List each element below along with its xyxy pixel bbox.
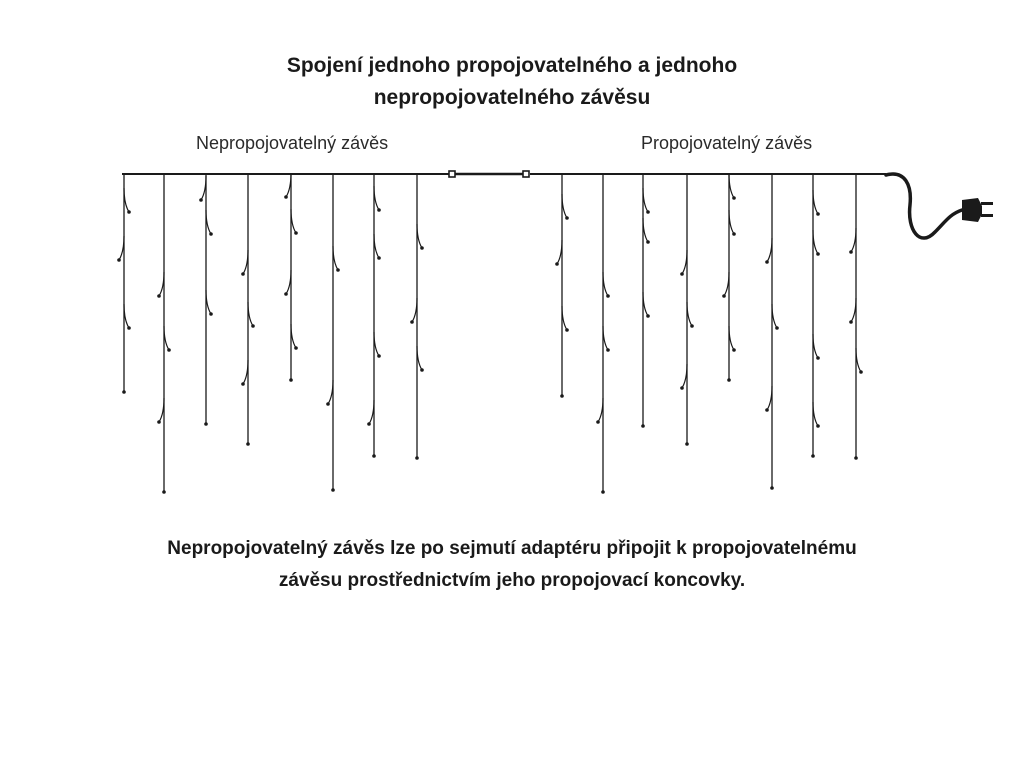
right-curtain-strand [680, 174, 694, 446]
right-curtain-strand [722, 174, 736, 382]
diagram-caption [0, 533, 1024, 597]
left-curtain-strand [199, 174, 213, 426]
right-curtain-strand [849, 174, 863, 460]
right-curtain-strand [596, 174, 610, 494]
left-curtain-strand [326, 174, 340, 492]
caption-line-1: Nepropojovatelný závěs lze po sejmutí adaptéru připojit k propojovatelnému [167, 538, 857, 559]
right-curtain-strand [641, 174, 650, 428]
caption-line-2: závěsu prostřednictvím jeho propojovací koncovky. [278, 570, 746, 591]
title-line-2: nepropojovatelného závěsu [373, 86, 651, 109]
left-curtain-strand [157, 174, 171, 494]
non-connectable-curtain [117, 173, 450, 494]
connectable-curtain [530, 174, 886, 494]
left-curtain-strand [410, 174, 424, 460]
left-curtain-strand [284, 173, 298, 382]
left-curtain-strand [117, 174, 131, 394]
right-curtain-strand [555, 174, 569, 398]
connector-icon [449, 171, 529, 177]
connectable-curtain-label: Propojovatelný závěs [641, 133, 813, 153]
right-curtain-strand [811, 174, 820, 458]
left-curtain-strand [241, 174, 255, 446]
left-curtain-strand [367, 174, 381, 458]
non-connectable-curtain-label: Nepropojovatelný závěs [196, 133, 389, 153]
plug-icon [886, 174, 993, 238]
right-curtain-strand [765, 174, 779, 490]
title-line-1: Spojení jednoho propojovatelného a jednoho [286, 54, 738, 77]
